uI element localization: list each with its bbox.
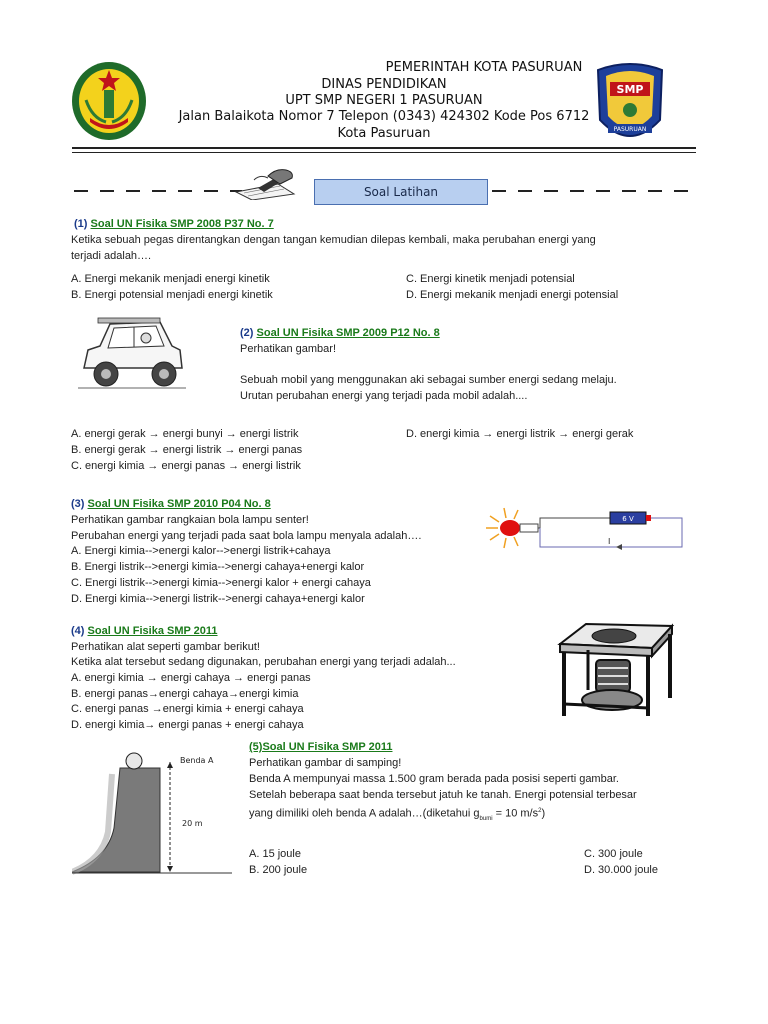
q3-option-d: D. Energi kimia-->energi listrik-->energi cahaya+energi kalor — [71, 593, 365, 605]
q5-text-4-pre: yang dimiliki oleh benda A adalah…(diketahui g — [249, 807, 480, 820]
q2-car-image — [76, 316, 188, 394]
q3-option-c: C. Energi listrik-->energi kimia-->energi kalor + energi cahaya — [71, 577, 371, 589]
q3-text-2: Perubahan energi yang terjadi pada saat bola lampu menyala adalah…. — [71, 530, 422, 542]
header-rule-thick — [72, 147, 696, 149]
q4-option-a: A. energi kimia → energi cahaya → energi panas — [71, 672, 311, 684]
q5-option-b: B. 200 joule — [249, 864, 308, 876]
q3-option-a: A. Energi kimia-->energi kalor-->energi listrik+cahaya — [71, 545, 331, 557]
current-arrow-icon — [616, 544, 622, 550]
header-line-3: UPT SMP NEGERI 1 PASURUAN — [285, 93, 483, 108]
lamp-bulb-icon — [500, 520, 520, 536]
banner-dashes-right — [492, 190, 700, 192]
q5-option-d: D. 30.000 joule — [584, 864, 658, 876]
q4-number: (4) — [71, 625, 85, 637]
q1-title — [74, 217, 274, 231]
q1-option-a: A. Energi mekanik menjadi energi kinetik — [71, 273, 270, 285]
header-line-1: PEMERINTAH KOTA PASURUAN — [385, 60, 583, 75]
q1-number: (1) — [74, 218, 88, 230]
q5-option-c: C. 300 joule — [584, 848, 643, 860]
q1-option-b: B. Energi potensial menjadi energi kinetik — [71, 289, 273, 301]
q2-number: (2) — [240, 327, 254, 339]
banner-dashes-left — [74, 190, 242, 192]
writing-hand-icon — [230, 166, 300, 200]
header-line-2: DINAS PENDIDIKAN — [321, 77, 447, 92]
q4-title — [71, 624, 218, 638]
q4-stove-image — [552, 620, 676, 720]
label-height: 20 m — [182, 819, 203, 828]
q5-text-4-sup: 2 — [538, 808, 542, 814]
q3-option-b: B. Energi listrik-->energi kimia-->energi cahaya+energi kalor — [71, 561, 365, 573]
q4-source-link[interactable]: Soal UN Fisika SMP 2011 — [87, 625, 218, 637]
header-line-5: Kota Pasuruan — [337, 126, 431, 141]
kerosene-stove-icon — [552, 620, 676, 720]
q2-option-d: D. energi kimia → energi listrik → energi gerak — [406, 428, 634, 440]
q1-source-link[interactable]: Soal UN Fisika SMP 2008 P37 No. 7 — [90, 218, 274, 230]
q5-text-3: Setelah beberapa saat benda tersebut jatuh ke tanah. Energi potensial terbesar — [249, 789, 637, 801]
q2-text-2: Sebuah mobil yang menggunakan aki sebagai sumber energi sedang melaju. — [240, 374, 617, 386]
q1-text-2: terjadi adalah…. — [71, 250, 152, 262]
q2-text-3: Urutan perubahan energi yang terjadi pada mobil adalah.... — [240, 390, 528, 402]
q2-title — [240, 326, 440, 340]
q3-circuit-diagram — [484, 506, 688, 552]
q5-option-a: A. 15 joule — [249, 848, 301, 860]
q1-option-c: C. Energi kinetik menjadi potensial — [406, 273, 575, 285]
q2-option-c: C. energi kimia → energi panas → energi listrik — [71, 460, 301, 472]
svg-text:PASURUAN: PASURUAN — [613, 126, 647, 133]
q3-title — [71, 497, 271, 511]
q2-text-1: Perhatikan gambar! — [240, 343, 336, 355]
q4-option-b: B. energi panas→energi cahaya→energi kimia — [71, 688, 299, 700]
q3-source-link[interactable]: Soal UN Fisika SMP 2010 P04 No. 8 — [87, 498, 271, 510]
header-rule-thin — [72, 152, 696, 153]
q5-text-4-sub: bumi — [479, 815, 493, 822]
label-benda-a: Benda A — [180, 756, 214, 765]
q5-cliff-diagram — [72, 748, 232, 878]
car-sketch-icon — [76, 316, 188, 394]
q3-number: (3) — [71, 498, 85, 510]
q2-source-link[interactable]: Soal UN Fisika SMP 2009 P12 No. 8 — [256, 327, 440, 339]
smp-shield-icon — [594, 60, 666, 148]
q3-text-1: Perhatikan gambar rangkaian bola lampu senter! — [71, 514, 309, 526]
q5-source-link[interactable]: (5)Soal UN Fisika SMP 2011 — [249, 741, 393, 753]
q4-option-c: C. energi panas →energi kimia + energi cahaya — [71, 703, 304, 715]
q5-title — [249, 740, 392, 754]
svg-text:SMP: SMP — [616, 83, 644, 96]
header-right-logo — [594, 60, 666, 148]
q4-text-2: Ketika alat tersebut sedang digunakan, perubahan energi yang terjadi adalah... — [71, 656, 456, 668]
q4-text-1: Perhatikan alat seperti gambar berikut! — [71, 641, 260, 653]
q1-option-d: D. Energi mekanik menjadi energi potensial — [406, 289, 619, 301]
q5-text-4 — [249, 804, 545, 826]
header-line-4: Jalan Balaikota Nomor 7 Telepon (0343) 424302 Kode Pos 6712 — [178, 109, 590, 124]
object-a-ball-icon — [126, 753, 142, 769]
q4-option-d: D. energi kimia→ energi panas + energi cahaya — [71, 719, 304, 731]
q1-text-1: Ketika sebuah pegas direntangkan dengan tangan kemudian dilepas kembali, maka perubahan energi yang — [71, 234, 596, 246]
current-label: I — [608, 537, 611, 546]
battery-label: 6 V — [622, 515, 634, 523]
banner-title: Soal Latihan — [363, 185, 439, 199]
q2-option-b: B. energi gerak → energi listrik → energi panas — [71, 444, 303, 456]
q5-text-2: Benda A mempunyai massa 1.500 gram berada pada posisi seperti gambar. — [249, 773, 619, 785]
banner-title-box — [314, 179, 488, 205]
q5-text-1: Perhatikan gambar di samping! — [249, 757, 402, 769]
q5-text-4-post: ) — [541, 807, 546, 820]
q5-text-4-mid: = 10 m/s — [492, 807, 539, 820]
q2-option-a: A. energi gerak → energi bunyi → energi listrik — [71, 428, 299, 440]
